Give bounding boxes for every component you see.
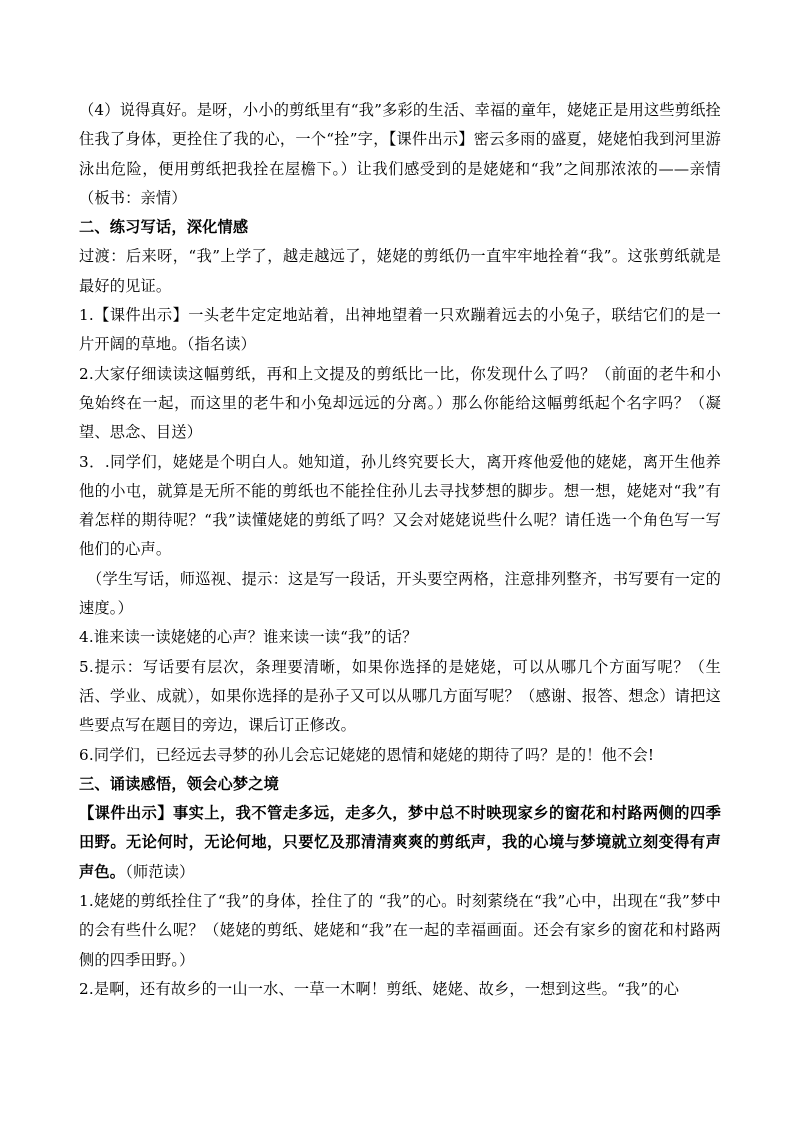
- text-segment: 2.大家仔细读读这幅剪纸，再和上文提及的剪纸比一比，你发现什么了吗？（前面的老牛和小兔始终在一起，而这里的老牛和小兔却远远的分离。）那么你能给这幅剪纸起个名字吗？（凝望、思念、目送）: [79, 364, 721, 442]
- text-segment: 1.姥姥的剪纸拴住了“我”的身体，拴住了的 “我”的心。时刻萦绕在“我”心中，出现在“我”梦中的会有些什么呢？（姥姥的剪纸、姥姥和“我”在一起的幸福画面。还会有家乡的窗花和村路两侧的四季田野。）: [79, 892, 721, 969]
- text-segment: 5.提示：写话要有层次，条理要清晰，如果你选择的是姥姥，可以从哪几个方面写呢？（生活、学业、成就），如果你选择的是孙子又可以从哪几方面写呢？（感谢、报答、想念）请把这些要点写在题目的旁边，课后订正修改。: [79, 657, 721, 735]
- text-segment: （学生写话，师巡视、提示：这是写一段话，开头要空两格，注意排列整齐，书写要有一定的速度。）: [79, 569, 721, 618]
- text-segment: （师范读）: [125, 862, 195, 881]
- paragraph-transition: [79, 242, 721, 301]
- document-body: [79, 96, 721, 1004]
- list-item-2: [79, 360, 721, 448]
- text-segment: 1.【课件出示】一头老牛定定地站着，出神地望着一只欢蹦着远去的小兔子，联结它们的是一片开阔的草地。（指名读）: [79, 306, 721, 354]
- list-item-1b: [79, 887, 721, 975]
- text-segment: 过渡：后来呀，“我”上学了，越走越远了，姥姥的剪纸仍一直牢牢地拴着“我”。这张剪纸就是最好的见证。: [79, 247, 721, 295]
- text-segment: （4）说得真好。是呀，小小的剪纸里有“我”多彩的生活、幸福的童年，姥姥正是用这些剪纸拴住我了身体，更拴住了我的心，一个“拴”字，【课件出示】密云多雨的盛夏，姥姥怕我到河里游泳出危险，便用剪纸把我拴在屋檐下。）让我们感受到的是姥姥和“我”之间那浓浓的——亲情（板书：亲情）: [79, 101, 721, 207]
- heading-text: 二、练习写话，深化情感: [79, 218, 249, 237]
- list-item-3: [79, 448, 721, 565]
- list-item-1: [79, 301, 721, 360]
- list-item-5: [79, 653, 721, 741]
- list-item-4: [79, 623, 721, 652]
- paragraph-writing-note: [79, 565, 721, 624]
- paragraph-courseware-quote: [79, 799, 721, 887]
- text-segment: 4.谁来读一读姥姥的心声？谁来读一读“我”的话？: [79, 628, 418, 647]
- text-segment: 3．.同学们，姥姥是个明白人。她知道，孙儿终究要长大，离开疼他爱他的姥姥，离开生他养他的小屯，就算是无所不能的剪纸也不能拴住孙儿去寻找梦想的脚步。想一想，姥姥对“我”有着怎样的期待呢？“我”读懂姥姥的剪纸了吗？又会对姥姥说些什么呢？请任选一个角色写一写他们的心声。: [79, 452, 721, 559]
- paragraph-papercut-bond: [79, 96, 721, 213]
- section-heading-3: [79, 770, 721, 799]
- list-item-6: [79, 741, 721, 770]
- bold-quote-segment: 【课件出示】事实上，我不管走多远，走多久，梦中总不时映现家乡的窗花和村路两侧的四季田野。无论何时，无论何地，只要忆及那清清爽爽的剪纸声，我的心境与梦境就立刻变得有声声色。: [79, 804, 721, 881]
- section-heading-2: [79, 213, 721, 242]
- text-segment: 2.是啊，还有故乡的一山一水、一草一木啊！剪纸、姥姥、故乡，一想到这些。“我”的心: [79, 979, 680, 998]
- text-segment: 6.同学们，已经远去寻梦的孙儿会忘记姥姥的恩情和姥姥的期待了吗？是的！他不会!: [79, 745, 655, 764]
- heading-text: 三、诵读感悟，领会心梦之境: [79, 774, 280, 793]
- list-item-2b: [79, 975, 721, 1004]
